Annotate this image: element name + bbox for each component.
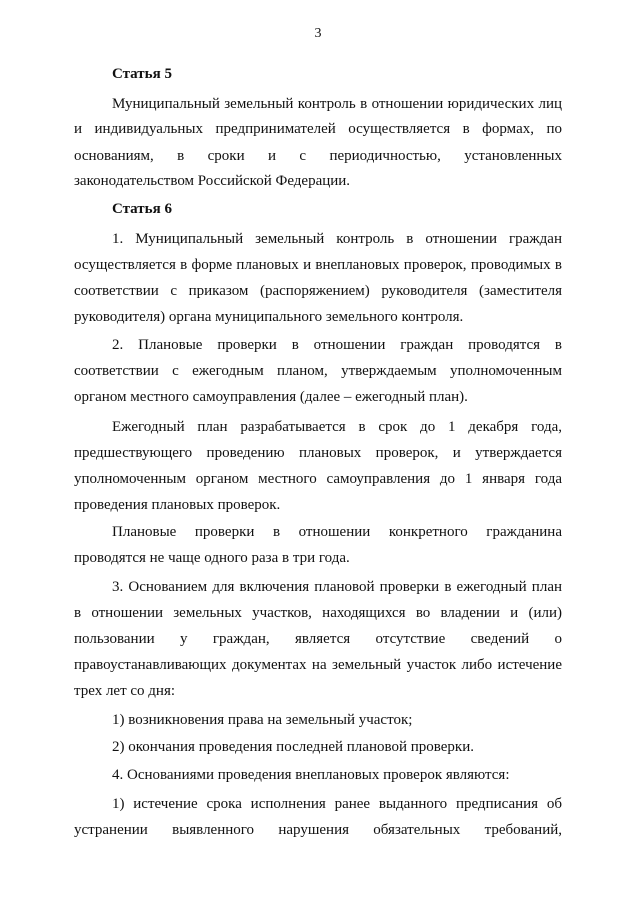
paragraph-line: 1. Муниципальный земельный контроль в отношении граждан [112,231,562,247]
paragraph-line: осуществляется в форме плановых и внеплановых проверок, проводимых в [74,257,562,273]
page-number: 3 [314,26,322,41]
article-6-heading: Статья 6 [112,201,172,217]
paragraph-line: предшествующего проведению плановых проверок, и утверждается [74,445,562,461]
paragraph-line: 4. Основаниями проведения внеплановых проверок являются: [112,767,510,783]
paragraph-line: соответствии с ежегодным планом, утверждаемым уполномоченным [74,363,562,379]
paragraph-line: Ежегодный план разрабатывается в срок до 1 декабря года, [112,419,562,435]
article-5-heading: Статья 5 [112,66,172,82]
paragraph-line: проводятся не чаще одного раза в три года. [74,550,350,566]
paragraph-line: уполномоченным органом местного самоуправления до 1 января года [74,471,562,487]
paragraph-line: проведения плановых проверок. [74,497,281,513]
paragraph-line: руководителя) органа муниципального земельного контроля. [74,309,464,325]
paragraph-line: основаниям, в сроки и с периодичностью, установленных [74,148,562,164]
list-item: 2) окончания проведения последней плановой проверки. [112,739,474,755]
paragraph-line: 2. Плановые проверки в отношении граждан проводятся в [112,337,562,353]
paragraph-line: Муниципальный земельный контроль в отношении юридических лиц [112,96,562,112]
paragraph-line: устранении выявленного нарушения обязательных требований, [74,822,562,838]
paragraph-line: 3. Основанием для включения плановой проверки в ежегодный план [112,579,562,595]
paragraph-line: Плановые проверки в отношении конкретного гражданина [112,524,562,540]
paragraph-line: правоустанавливающих документах на земельный участок либо истечение [74,657,562,673]
paragraph-line: пользовании у граждан, является отсутствие сведений о [74,631,562,647]
paragraph-line: соответствии с приказом (распоряжением) руководителя (заместителя [74,283,562,299]
paragraph-line: трех лет со дня: [74,683,176,699]
list-item: 1) возникновения права на земельный участок; [112,712,413,728]
paragraph-line: органом местного самоуправления (далее – ежегодный план). [74,389,468,405]
paragraph-line: законодательством Российской Федерации. [74,173,351,189]
paragraph-line: в отношении земельных участков, находящихся во владении и (или) [74,605,562,621]
paragraph-line: и индивидуальных предпринимателей осуществляется в формах, по [74,121,562,137]
list-item: 1) истечение срока исполнения ранее выданного предписания об [112,796,562,812]
